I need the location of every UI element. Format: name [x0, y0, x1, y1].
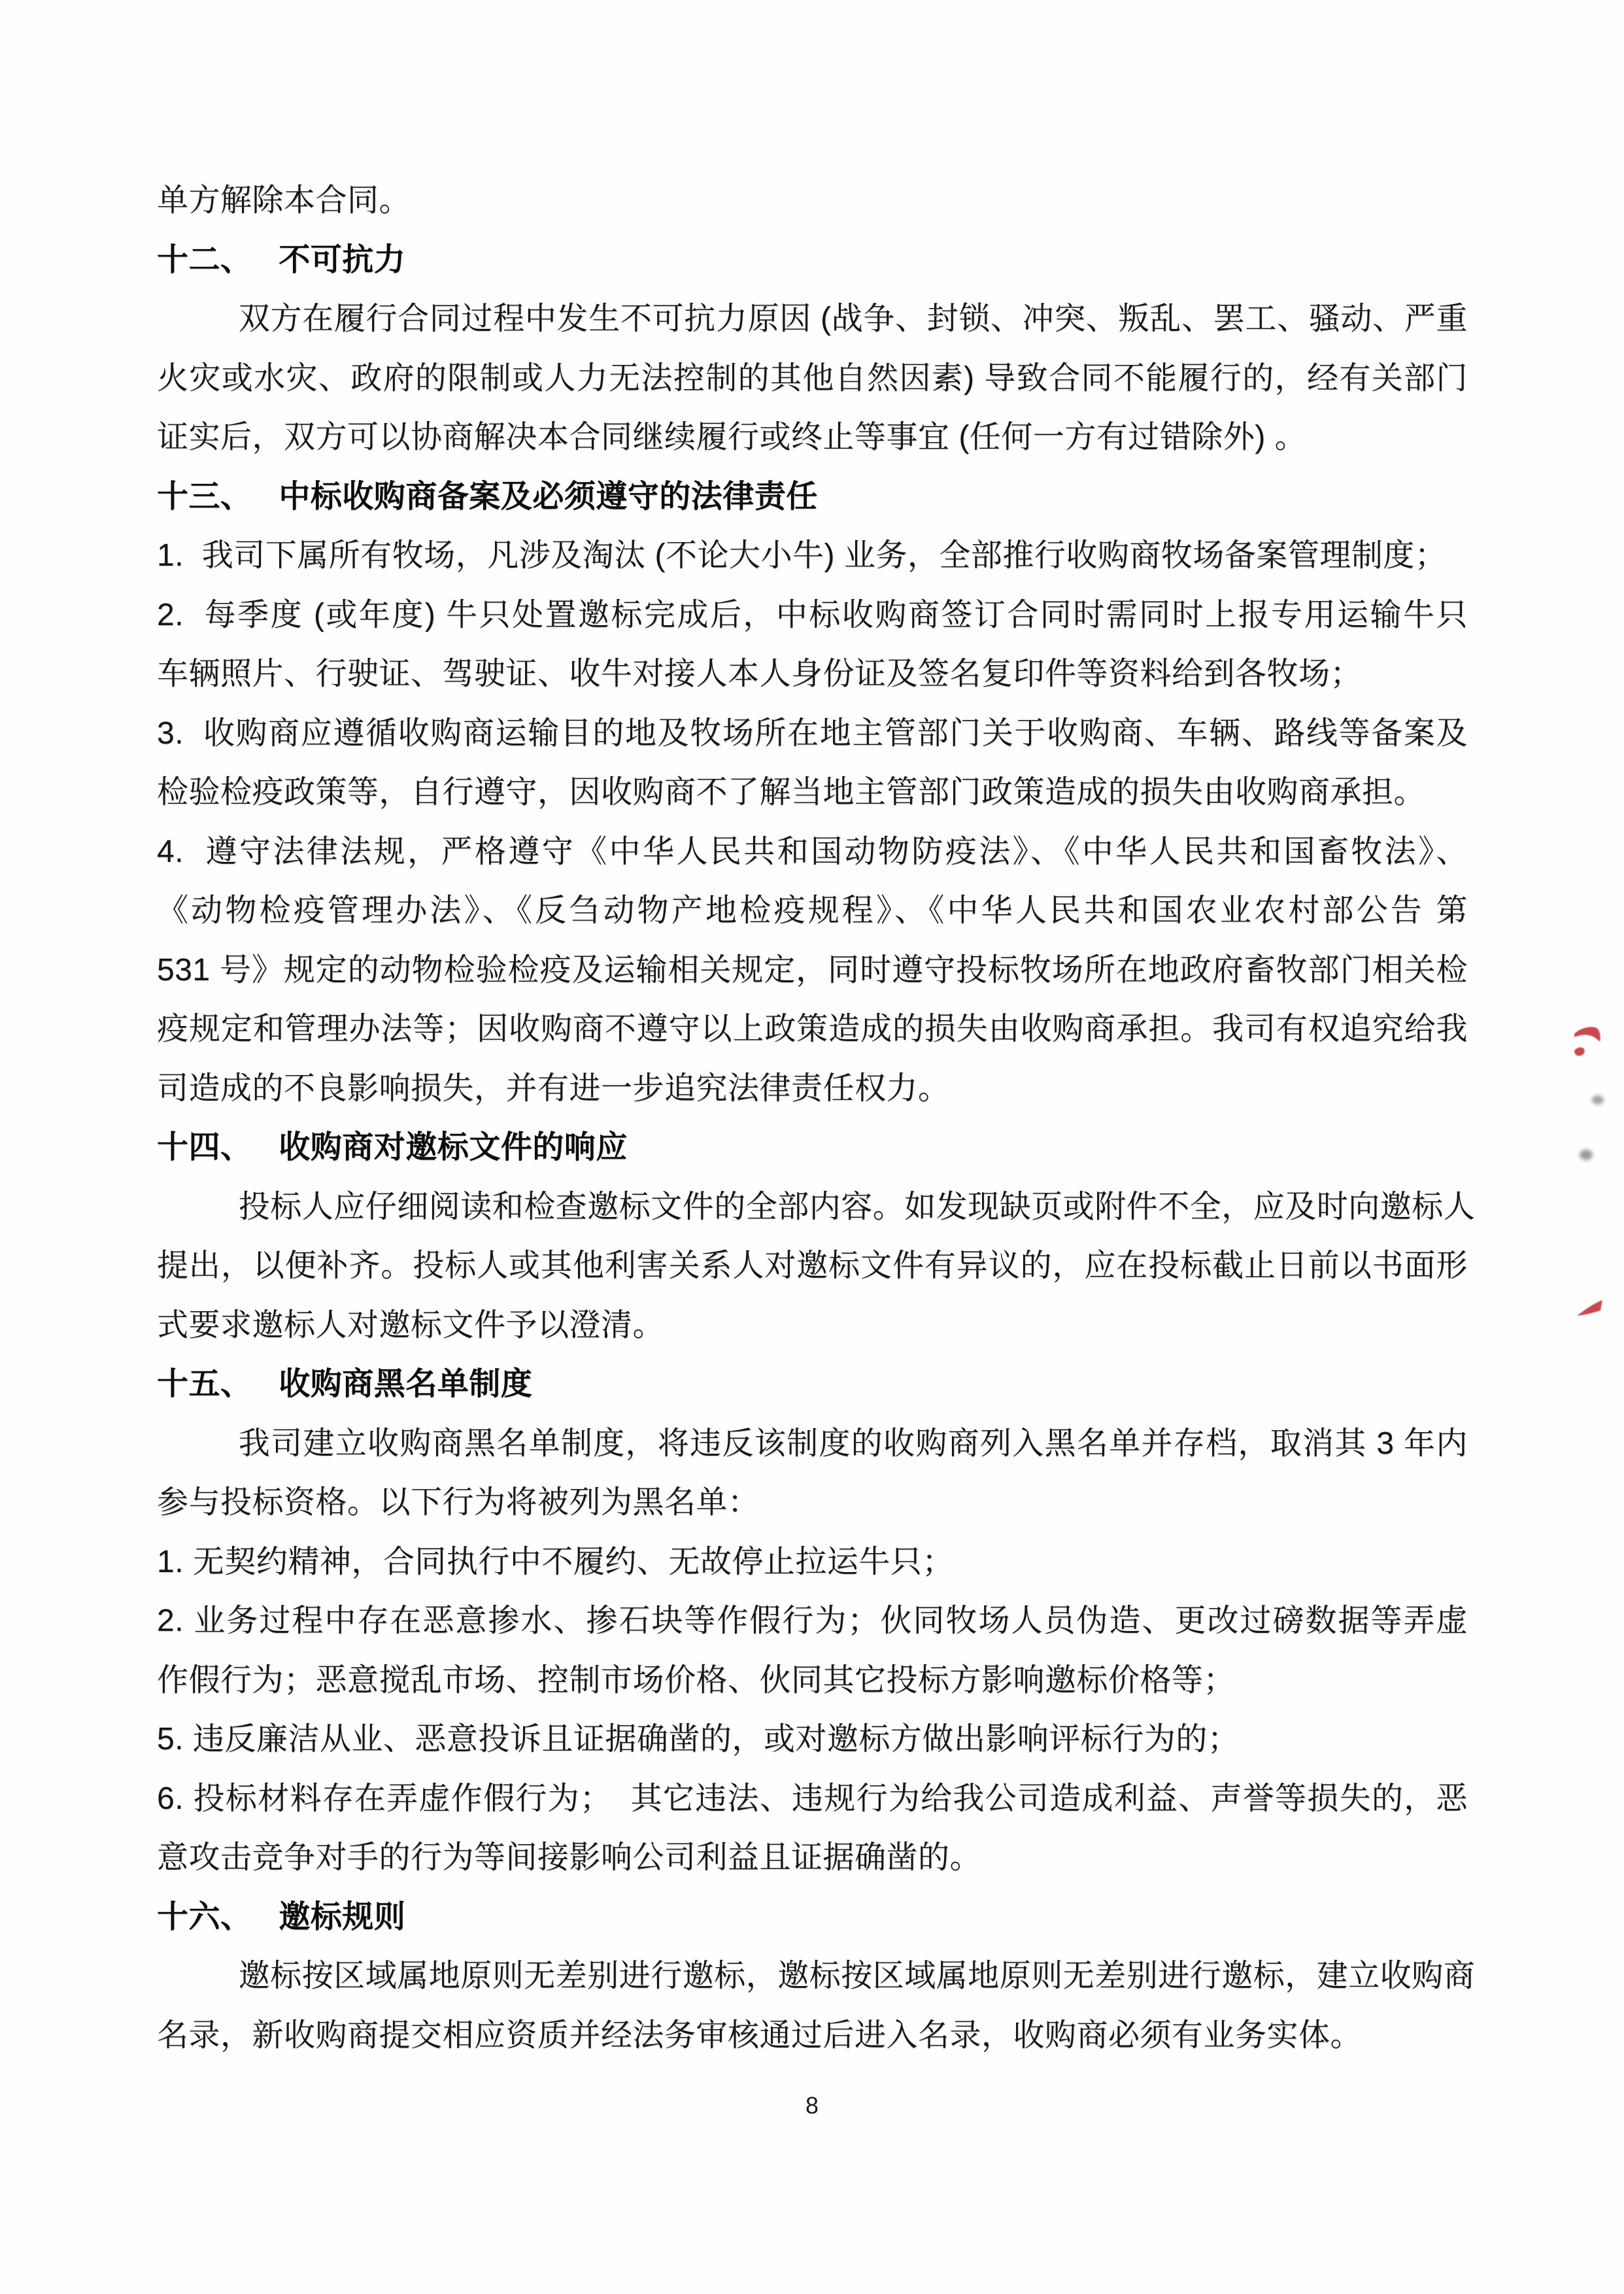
- list-item: 1. 我司下属所有牧场，凡涉及淘汰 (不论大小牛) 业务，全部推行收购商牧场备案管理制度；: [157, 538, 1447, 573]
- list-item: 1. 无契约精神，合同执行中不履约、无故停止拉运牛只；: [157, 1544, 954, 1579]
- text-line: 检验检疫政策等，自行遵守，因收购商不了解当地主管部门政策造成的损失由收购商承担。: [157, 775, 1426, 810]
- section-number: 十五、: [157, 1367, 252, 1401]
- text-line: 提出，以便补齐。投标人或其他利害关系人对邀标文件有异议的，应在投标截止日前以书面形: [157, 1248, 1468, 1283]
- section-title: 邀标规则: [279, 1899, 406, 1934]
- pencil-smudge: [1592, 1095, 1604, 1104]
- list-item: 5. 违反廉洁从业、恶意投诉且证据确凿的，或对邀标方做出影响评标行为的；: [157, 1722, 1240, 1756]
- section-title: 收购商黑名单制度: [279, 1367, 533, 1401]
- section-title: 收购商对邀标文件的响应: [279, 1130, 628, 1165]
- section-heading-12: [157, 231, 1468, 290]
- section-heading-16: [157, 1888, 1468, 1947]
- margin-ink-marks: [1563, 1020, 1624, 1327]
- section-number: 十四、: [157, 1130, 252, 1165]
- text-line: 531 号》规定的动物检验检疫及运输相关规定，同时遵守投标牧场所在地政府畜牧部门相关检: [157, 952, 1468, 987]
- list-item: 4. 遵守法律法规，严格遵守《中华人民共和国动物防疫法》、《中华人民共和国畜牧法》、: [157, 834, 1468, 869]
- section-heading-15: [157, 1355, 1468, 1414]
- text-line: 邀标按区域属地原则无差别进行邀标，邀标按区域属地原则无差别进行邀标，建立收购商: [238, 1959, 1476, 1993]
- text-line: 双方在履行合同过程中发生不可抗力原因 (战争、封锁、冲突、叛乱、罢工、骚动、严重: [238, 301, 1468, 336]
- text-line: 名录，新收购商提交相应资质并经法务审核通过后进入名录，收购商必须有业务实体。: [157, 2017, 1362, 2053]
- text-line: 作假行为；恶意搅乱市场、控制市场价格、伙同其它投标方影响邀标价格等；: [157, 1662, 1236, 1698]
- text-line: 车辆照片、行驶证、驾驶证、收牛对接人本人身份证及签名复印件等资料给到各牧场；: [157, 657, 1362, 691]
- text-line: 参与投标资格。以下行为将被列为黑名单：: [157, 1485, 760, 1520]
- page-number: 8: [805, 2092, 819, 2119]
- section-title: 不可抗力: [279, 242, 406, 277]
- text-line: 《动物检疫管理办法》、《反刍动物产地检疫规程》、《中华人民共和国农业农村部公告 第: [157, 893, 1468, 928]
- section-heading-13: [157, 468, 1468, 527]
- section-number: 十三、: [157, 479, 252, 514]
- list-item: 3. 收购商应遵循收购商运输目的地及牧场所在地主管部门关于收购商、车辆、路线等备案及: [157, 715, 1468, 751]
- list-item: 2. 每季度 (或年度) 牛只处置邀标完成后，中标收购商签订合同时需同时上报专用运输牛只: [157, 597, 1468, 632]
- red-ink-swoosh: [1574, 1027, 1600, 1042]
- red-ink-stroke: [1577, 1300, 1602, 1316]
- text-line: 我司建立收购商黑名单制度，将违反该制度的收购商列入黑名单并存档，取消其 3 年内: [238, 1426, 1468, 1461]
- section-number: 十六、: [157, 1899, 252, 1934]
- text-line: 单方解除本合同。: [157, 183, 411, 218]
- text-line: 投标人应仔细阅读和检查邀标文件的全部内容。如发现缺页或附件不全，应及时向邀标人: [238, 1189, 1476, 1224]
- text-line: 证实后，双方可以协商解决本合同继续履行或终止等事宜 (任何一方有过错除外) 。: [157, 420, 1307, 454]
- list-item: 6. 投标材料存在弄虚作假行为； 其它违法、违规行为给我公司造成利益、声誉等损失的，恶: [157, 1781, 1468, 1816]
- section-title: 中标收购商备案及必须遵守的法律责任: [279, 479, 818, 514]
- list-item: 2. 业务过程中存在恶意掺水、掺石块等作假行为；伙同牧场人员伪造、更改过磅数据等弄虚: [157, 1603, 1468, 1638]
- text-line: 疫规定和管理办法等；因收购商不遵守以上政策造成的损失由收购商承担。我司有权追究给我: [157, 1012, 1468, 1046]
- red-ink-dot: [1574, 1048, 1585, 1056]
- text-line: 火灾或水灾、政府的限制或人力无法控制的其他自然因素) 导致合同不能履行的，经有关部门: [157, 360, 1468, 396]
- section-heading-14: [157, 1118, 1468, 1178]
- document-content: [157, 171, 1476, 2065]
- text-line: 意攻击竞争对手的行为等间接影响公司利益且证据确凿的。: [157, 1840, 982, 1875]
- text-line: 式要求邀标人对邀标文件予以澄清。: [157, 1307, 665, 1343]
- text-line: 司造成的不良影响损失，并有进一步追究法律责任权力。: [157, 1070, 950, 1106]
- section-number: 十二、: [157, 242, 252, 277]
- pencil-smudge: [1580, 1150, 1593, 1160]
